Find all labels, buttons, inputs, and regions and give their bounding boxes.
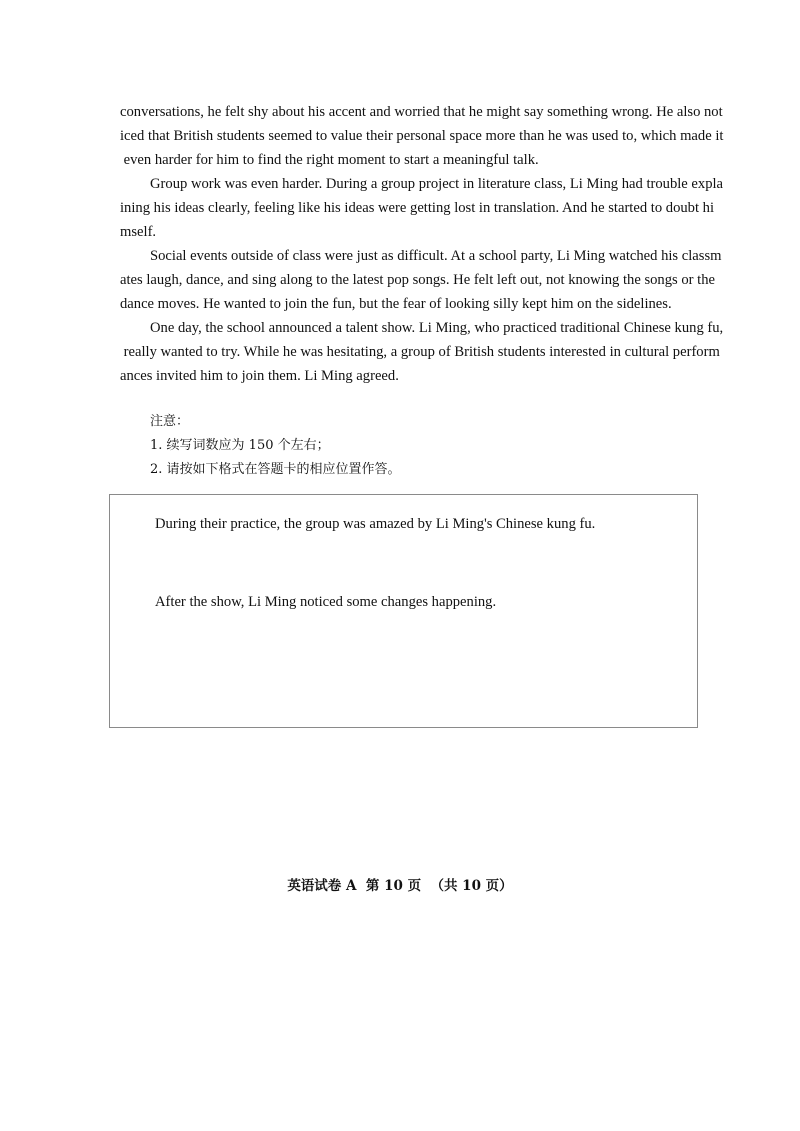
answer-prompt-2: After the show, Li Ming noticed some changes happening. <box>155 594 497 610</box>
passage-line: One day, the school announced a talent show. Li Ming, who practiced traditional Chinese kung fu, <box>150 320 724 336</box>
passage-line: dance moves. He wanted to join the fun, but the fear of looking silly kept him on the sidelines. <box>120 296 672 312</box>
notes-item-1: 1. 续写词数应为 150 个左右； <box>150 438 330 453</box>
passage-line: Group work was even harder. During a group project in literature class, Li Ming had trouble expla <box>150 176 724 192</box>
passage-line: mself. <box>120 224 157 240</box>
passage-line: iced that British students seemed to value their personal space more than he was used to, which made it <box>120 128 724 144</box>
passage-line: conversations, he felt shy about his accent and worried that he might say something wrong. He also not <box>120 104 723 120</box>
notes-item-2: 2. 请按如下格式在答题卡的相应位置作答。 <box>150 462 401 477</box>
notes-title: 注意： <box>150 414 190 429</box>
answer-box <box>109 494 698 728</box>
passage-line: ances invited him to join them. Li Ming agreed. <box>120 368 399 384</box>
answer-prompt-1: During their practice, the group was amazed by Li Ming's Chinese kung fu. <box>155 516 596 532</box>
passage-line: even harder for him to find the right moment to start a meaningful talk. <box>120 152 539 168</box>
passage-line: really wanted to try. While he was hesitating, a group of British students interested in cultural perform <box>120 344 720 360</box>
passage-line: ining his ideas clearly, feeling like his ideas were getting lost in translation. And he started to doubt hi <box>120 200 715 216</box>
page-footer: 英语试卷 A 第 10 页 （共 10 页） <box>287 878 513 894</box>
passage-line: ates laugh, dance, and sing along to the latest pop songs. He felt left out, not knowing the songs or the <box>120 272 715 288</box>
passage-line: Social events outside of class were just as difficult. At a school party, Li Ming watched his classm <box>150 248 722 264</box>
